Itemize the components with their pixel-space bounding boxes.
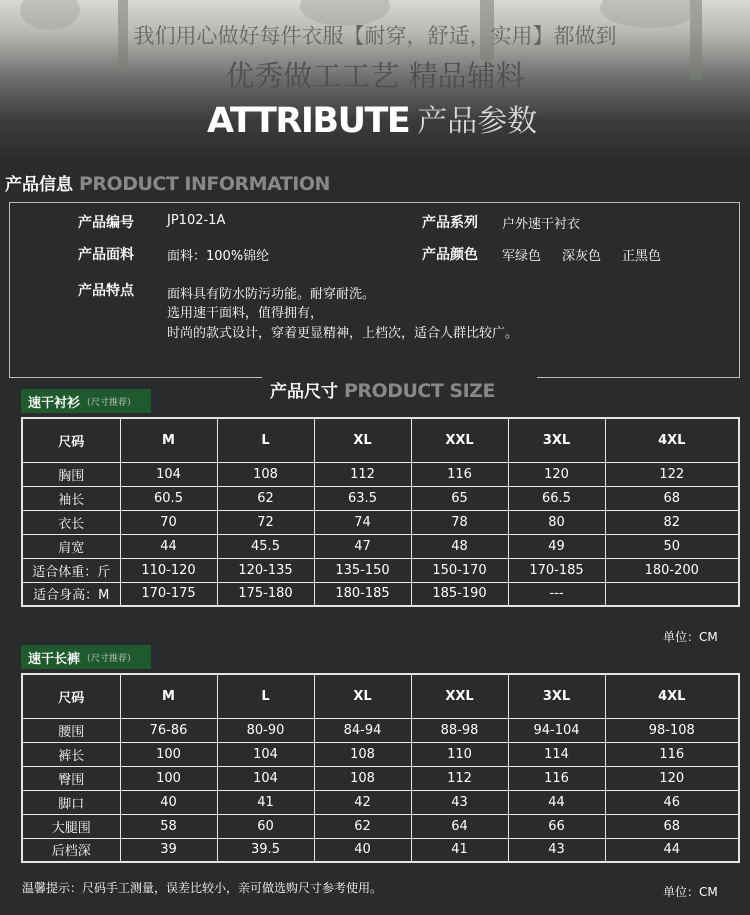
- table-row: [22, 510, 739, 534]
- table-cell: 60.5: [120, 486, 217, 510]
- shirt-size-tag: [21, 389, 151, 413]
- table-cell: 袖长: [22, 486, 120, 510]
- table-cell: 100: [120, 742, 217, 766]
- table-cell: 72: [217, 510, 314, 534]
- table-cell: 41: [217, 790, 314, 814]
- table-header-cell: 4XL: [605, 674, 739, 718]
- table-header-cell: 尺码: [22, 418, 120, 462]
- table-cell: 脚口: [22, 790, 120, 814]
- table-cell: 104: [120, 462, 217, 486]
- table-cell: 120: [605, 766, 739, 790]
- pants-unit-label: 单位：CM: [663, 885, 718, 899]
- table-cell: 65: [411, 486, 508, 510]
- table-row: [22, 790, 739, 814]
- table-row: [22, 814, 739, 838]
- table-row: [22, 582, 739, 606]
- product-fabric-value: 面料：100%锦纶: [167, 249, 270, 264]
- shirt-size-tag-subtitle: （尺寸推荐）: [82, 397, 137, 408]
- table-cell: 44: [605, 838, 739, 862]
- table-cell: 40: [314, 838, 411, 862]
- table-cell: 84-94: [314, 718, 411, 742]
- table-cell: 88-98: [411, 718, 508, 742]
- table-cell: 64: [411, 814, 508, 838]
- table-cell: 104: [217, 766, 314, 790]
- table-cell: 腰围: [22, 718, 120, 742]
- table-cell: 170-185: [508, 558, 605, 582]
- table-header-row: [22, 418, 739, 462]
- table-cell: 112: [314, 462, 411, 486]
- table-cell: 94-104: [508, 718, 605, 742]
- pants-size-tag-title: 速干长裤: [28, 651, 81, 667]
- attribute-heading-en: ATTRIBUTE: [207, 101, 410, 141]
- table-cell: 胸围: [22, 462, 120, 486]
- table-row: [22, 766, 739, 790]
- table-cell: 80: [508, 510, 605, 534]
- table-cell: 180-185: [314, 582, 411, 606]
- table-cell: 66: [508, 814, 605, 838]
- attribute-heading-cn: 产品参数: [417, 104, 538, 139]
- table-cell: 76-86: [120, 718, 217, 742]
- product-color-black: 正黑色: [622, 249, 662, 264]
- product-feature-line: 选用速干面料，值得拥有，: [167, 306, 324, 321]
- table-cell: 后档深: [22, 838, 120, 862]
- product-feature-label: 产品特点: [78, 283, 134, 299]
- pants-size-table: [21, 673, 740, 863]
- table-cell: 110: [411, 742, 508, 766]
- table-cell: 63.5: [314, 486, 411, 510]
- table-cell: 185-190: [411, 582, 508, 606]
- footer-note: 温馨提示：尺码手工测量，误差比较小，亲可做选购尺寸参考使用。: [22, 881, 383, 895]
- product-info-title-cn: 产品信息: [5, 175, 73, 195]
- pants-size-tag-subtitle: （尺寸推荐）: [82, 653, 137, 664]
- tagline-craft: 优秀做工工艺 精品辅料: [225, 59, 525, 93]
- table-cell: 122: [605, 462, 739, 486]
- table-cell: 116: [411, 462, 508, 486]
- shirt-size-tag-title: 速干衬衫: [28, 395, 81, 411]
- table-cell: 78: [411, 510, 508, 534]
- shirt-size-table: [21, 417, 740, 607]
- table-row: [22, 486, 739, 510]
- table-cell: 58: [120, 814, 217, 838]
- table-cell: 66.5: [508, 486, 605, 510]
- table-cell: 50: [605, 534, 739, 558]
- table-cell: 62: [314, 814, 411, 838]
- table-cell: 180-200: [605, 558, 739, 582]
- product-color-army-green: 军绿色: [502, 249, 542, 264]
- table-cell: 49: [508, 534, 605, 558]
- table-header-cell: 4XL: [605, 418, 739, 462]
- product-size-title-cn: 产品尺寸: [270, 382, 338, 402]
- table-cell: 适合体重：斤: [22, 558, 120, 582]
- attribute-heading: [207, 100, 537, 140]
- table-header-cell: L: [217, 418, 314, 462]
- table-row: [22, 742, 739, 766]
- product-info-title-en: PRODUCT INFORMATION: [79, 173, 330, 195]
- table-cell: 46: [605, 790, 739, 814]
- table-cell: 104: [217, 742, 314, 766]
- product-fabric-label: 产品面料: [78, 247, 134, 263]
- table-cell: 41: [411, 838, 508, 862]
- table-cell: 39.5: [217, 838, 314, 862]
- table-header-cell: 3XL: [508, 418, 605, 462]
- table-cell: 110-120: [120, 558, 217, 582]
- shirt-unit-label: 单位：CM: [663, 630, 718, 644]
- table-row: [22, 718, 739, 742]
- table-cell: 39: [120, 838, 217, 862]
- tagline-quality: 我们用心做好每件衣服【耐穿，舒适，实用】都做到: [133, 24, 617, 48]
- table-cell: 120-135: [217, 558, 314, 582]
- table-header-cell: 尺码: [22, 674, 120, 718]
- table-cell: 100: [120, 766, 217, 790]
- table-cell: 肩宽: [22, 534, 120, 558]
- product-feature-line: 面料具有防水防污功能。耐穿耐洗。: [167, 287, 376, 302]
- table-header-cell: XXL: [411, 674, 508, 718]
- table-row: [22, 534, 739, 558]
- pants-size-tag: [21, 645, 151, 669]
- table-header-cell: XXL: [411, 418, 508, 462]
- table-cell: 116: [605, 742, 739, 766]
- table-header-row: [22, 674, 739, 718]
- product-info-title: [5, 170, 330, 195]
- table-row: [22, 838, 739, 862]
- table-cell: 48: [411, 534, 508, 558]
- product-color-dark-gray: 深灰色: [562, 249, 602, 264]
- table-cell: 60: [217, 814, 314, 838]
- table-cell: 68: [605, 486, 739, 510]
- table-row: [22, 558, 739, 582]
- table-cell: 112: [411, 766, 508, 790]
- product-feature-line: 时尚的款式设计，穿着更显精神，上档次，适合人群比较广。: [167, 326, 519, 341]
- table-cell: ---: [508, 582, 605, 606]
- table-cell: 47: [314, 534, 411, 558]
- table-header-cell: XL: [314, 418, 411, 462]
- product-series-label: 产品系列: [422, 215, 478, 231]
- product-size-title-en: PRODUCT SIZE: [344, 380, 495, 402]
- table-cell: 43: [508, 838, 605, 862]
- table-cell: 62: [217, 486, 314, 510]
- table-cell: 大腿围: [22, 814, 120, 838]
- product-size-title: [270, 377, 495, 402]
- table-row: [22, 462, 739, 486]
- table-cell: 42: [314, 790, 411, 814]
- table-cell: 108: [217, 462, 314, 486]
- table-cell: 120: [508, 462, 605, 486]
- table-header-cell: L: [217, 674, 314, 718]
- table-header-cell: M: [120, 674, 217, 718]
- product-series-value: 户外速干衬衣: [502, 217, 581, 232]
- table-cell: 108: [314, 742, 411, 766]
- table-cell: 108: [314, 766, 411, 790]
- table-cell: [605, 582, 739, 606]
- table-cell: 40: [120, 790, 217, 814]
- table-cell: 135-150: [314, 558, 411, 582]
- table-cell: 114: [508, 742, 605, 766]
- table-header-cell: M: [120, 418, 217, 462]
- table-cell: 裤长: [22, 742, 120, 766]
- table-cell: 衣长: [22, 510, 120, 534]
- table-cell: 82: [605, 510, 739, 534]
- table-cell: 44: [120, 534, 217, 558]
- product-code-value: JP102-1A: [167, 213, 226, 228]
- table-cell: 臀围: [22, 766, 120, 790]
- table-cell: 45.5: [217, 534, 314, 558]
- table-cell: 175-180: [217, 582, 314, 606]
- table-cell: 68: [605, 814, 739, 838]
- table-cell: 适合身高：M: [22, 582, 120, 606]
- table-header-cell: 3XL: [508, 674, 605, 718]
- table-cell: 98-108: [605, 718, 739, 742]
- table-cell: 43: [411, 790, 508, 814]
- product-code-label: 产品编号: [78, 215, 134, 231]
- table-cell: 74: [314, 510, 411, 534]
- table-cell: 116: [508, 766, 605, 790]
- product-color-label: 产品颜色: [422, 247, 478, 263]
- table-cell: 170-175: [120, 582, 217, 606]
- table-cell: 44: [508, 790, 605, 814]
- table-header-cell: XL: [314, 674, 411, 718]
- table-cell: 70: [120, 510, 217, 534]
- table-cell: 80-90: [217, 718, 314, 742]
- table-cell: 150-170: [411, 558, 508, 582]
